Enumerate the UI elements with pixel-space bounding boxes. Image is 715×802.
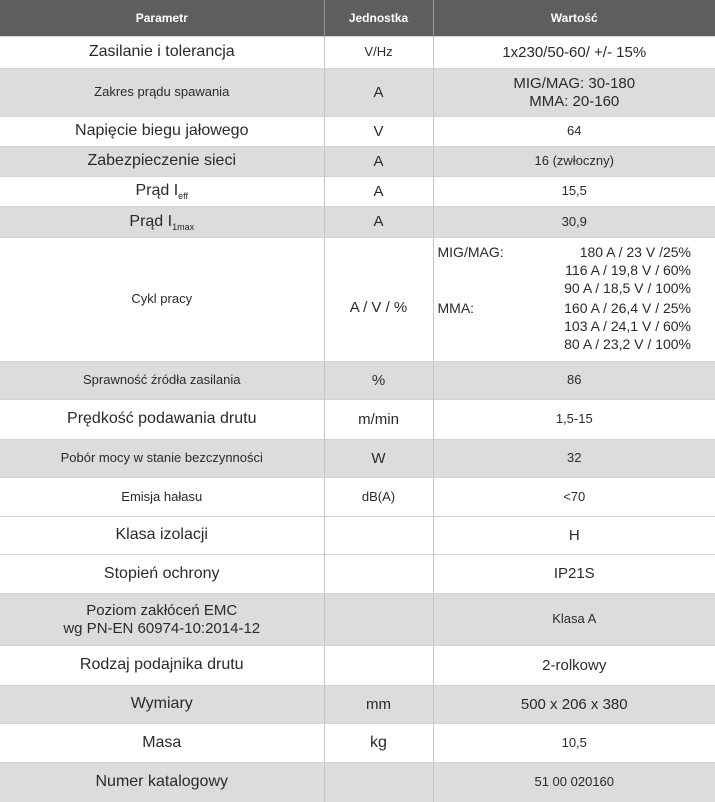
param-cell: Emisja hałasu	[0, 478, 324, 517]
duty-label-mig: MIG/MAG:	[438, 244, 504, 260]
table-header-row	[0, 0, 715, 37]
duty-value: 116 A / 19,8 V / 60%	[565, 262, 691, 278]
param-subscript: eff	[178, 191, 188, 201]
unit-cell: A	[324, 207, 433, 238]
param-subscript: 1max	[172, 222, 194, 232]
value-cell: 1x230/50-60/ +/- 15%	[433, 37, 715, 69]
value-cell: H	[433, 517, 715, 555]
unit-cell: mm	[324, 686, 433, 724]
unit-cell: A	[324, 69, 433, 117]
param-cell: Prędkość podawania drutu	[0, 400, 324, 440]
table-row	[0, 177, 715, 207]
unit-cell: %	[324, 362, 433, 400]
value-cell: 15,5	[433, 177, 715, 207]
value-cell: 32	[433, 440, 715, 478]
value-cell: 86	[433, 362, 715, 400]
table-row	[0, 517, 715, 555]
param-cell: Masa	[0, 724, 324, 763]
value-cell: <70	[433, 478, 715, 517]
value-cell: 1,5-15	[433, 400, 715, 440]
param-line: Poziom zakłóceń EMC	[0, 602, 324, 619]
param-cell: Wymiary	[0, 686, 324, 724]
param-text: Prąd I	[135, 182, 178, 199]
param-cell: Stopień ochrony	[0, 555, 324, 594]
table-row	[0, 238, 715, 362]
value-line: MMA: 20-160	[434, 93, 715, 110]
unit-cell: dB(A)	[324, 478, 433, 517]
table-row	[0, 362, 715, 400]
value-cell: Klasa A	[433, 594, 715, 646]
value-cell: 2-rolkowy	[433, 646, 715, 686]
unit-cell: V/Hz	[324, 37, 433, 69]
table-row	[0, 594, 715, 646]
value-line: MIG/MAG: 30-180	[434, 75, 715, 92]
param-cell: Zakres prądu spawania	[0, 69, 324, 117]
unit-cell: A / V / %	[324, 238, 433, 362]
unit-cell: W	[324, 440, 433, 478]
param-cell: Pobór mocy w stanie bezczynności	[0, 440, 324, 478]
unit-cell: kg	[324, 724, 433, 763]
table-row	[0, 686, 715, 724]
param-cell: Napięcie biegu jałowego	[0, 117, 324, 147]
duty-label-mma: MMA:	[438, 300, 475, 316]
duty-value: 180 A / 23 V /25%	[580, 244, 691, 260]
table-row	[0, 37, 715, 69]
table-row	[0, 440, 715, 478]
unit-cell	[324, 517, 433, 555]
unit-cell: V	[324, 117, 433, 147]
value-cell: 16 (zwłoczny)	[433, 147, 715, 177]
param-text: Prąd I	[129, 213, 172, 230]
param-line: wg PN-EN 60974-10:2014-12	[0, 620, 324, 637]
param-cell	[0, 177, 324, 207]
param-cell: Klasa izolacji	[0, 517, 324, 555]
unit-cell: m/min	[324, 400, 433, 440]
param-cell: Zasilanie i tolerancja	[0, 37, 324, 69]
unit-cell: A	[324, 177, 433, 207]
param-cell: Zabezpieczenie sieci	[0, 147, 324, 177]
value-cell: 64	[433, 117, 715, 147]
table-row	[0, 646, 715, 686]
unit-cell: A	[324, 147, 433, 177]
table-row	[0, 400, 715, 440]
table-row	[0, 763, 715, 802]
duty-value: 90 A / 18,5 V / 100%	[564, 280, 691, 296]
duty-value: 103 A / 24,1 V / 60%	[564, 318, 691, 334]
param-cell	[0, 207, 324, 238]
unit-cell	[324, 646, 433, 686]
table-row	[0, 69, 715, 117]
param-cell: Rodzaj podajnika drutu	[0, 646, 324, 686]
value-cell	[433, 69, 715, 117]
unit-cell	[324, 555, 433, 594]
value-cell: 30,9	[433, 207, 715, 238]
param-cell: Sprawność źródła zasilania	[0, 362, 324, 400]
param-cell	[0, 594, 324, 646]
value-cell: IP21S	[433, 555, 715, 594]
param-cell: Numer katalogowy	[0, 763, 324, 802]
table-row	[0, 207, 715, 238]
value-cell: 500 x 206 x 380	[433, 686, 715, 724]
value-cell: 10,5	[433, 724, 715, 763]
header-value: Wartość	[433, 0, 715, 37]
table-row	[0, 555, 715, 594]
table-row	[0, 724, 715, 763]
duty-cycle-block	[434, 238, 715, 361]
param-cell: Cykl pracy	[0, 238, 324, 362]
header-param: Parametr	[0, 0, 324, 37]
duty-value: 80 A / 23,2 V / 100%	[564, 336, 691, 352]
value-cell	[433, 238, 715, 362]
table-row	[0, 147, 715, 177]
duty-value: 160 A / 26,4 V / 25%	[564, 300, 691, 316]
header-unit: Jednostka	[324, 0, 433, 37]
table-row	[0, 478, 715, 517]
table-row	[0, 117, 715, 147]
unit-cell	[324, 763, 433, 802]
unit-cell	[324, 594, 433, 646]
value-cell: 51 00 020160	[433, 763, 715, 802]
